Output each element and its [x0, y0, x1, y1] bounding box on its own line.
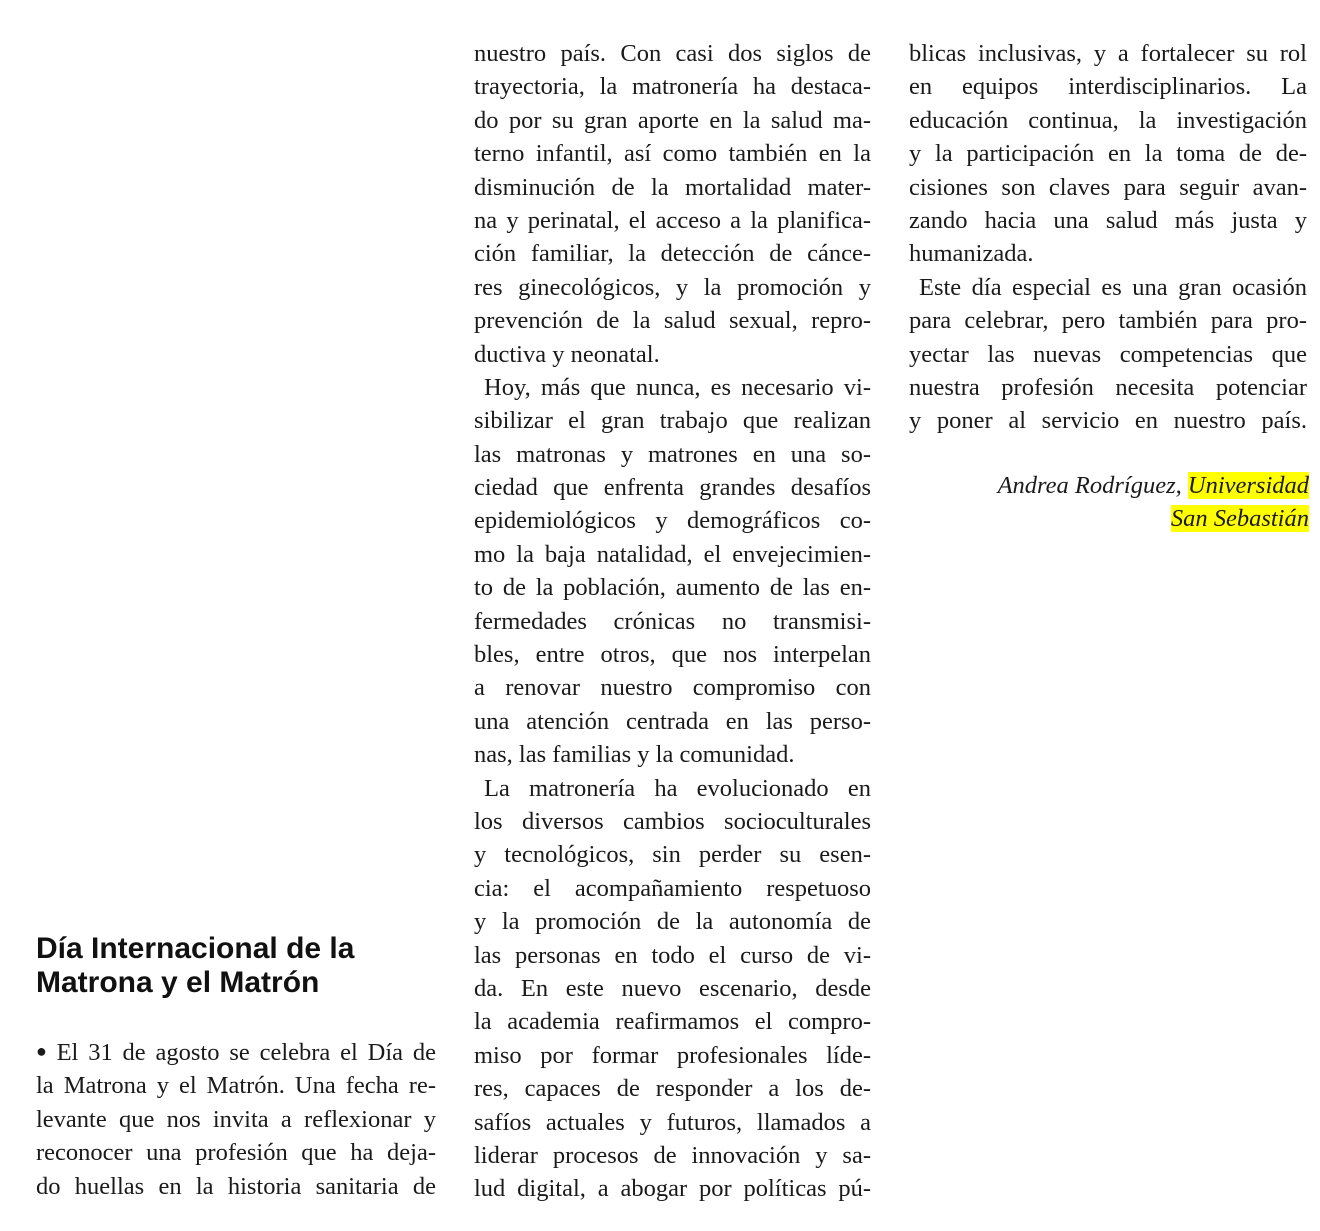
body-line: terno infantil, así como también en la	[474, 140, 871, 168]
body-line: cia: el acompañamiento respetuoso	[474, 874, 871, 902]
body-line: Este día especial es una gran ocasión	[919, 273, 1307, 301]
body-line: to de la población, aumento de las en-	[474, 574, 871, 602]
body-line: las personas en todo el curso de vi-	[474, 941, 871, 969]
lead-line-text: El 31 de agosto se celebra el Día de	[56, 1039, 436, 1066]
body-line: bles, entre otros, que nos interpelan	[474, 641, 871, 669]
body-line: para celebrar, pero también para pro-	[909, 307, 1307, 335]
body-line: prevención de la salud sexual, repro-	[474, 307, 871, 335]
lead-line	[36, 1036, 436, 1069]
author-name: Andrea Rodríguez,	[997, 472, 1182, 499]
body-line: disminución de la mortalidad mater-	[474, 173, 871, 201]
lead-line: do huellas en la historia sanitaria de	[36, 1172, 436, 1200]
body-line: a renovar nuestro compromiso con	[474, 674, 871, 702]
body-line: ductiva y neonatal.	[474, 340, 660, 368]
body-line: una atención centrada en las perso-	[474, 707, 871, 735]
middle-column	[474, 37, 871, 1206]
body-line: miso por formar profesionales líde-	[474, 1041, 871, 1069]
body-line: liderar procesos de innovación y sa-	[474, 1141, 871, 1169]
headline-line: Matrona y el Matrón	[36, 966, 320, 999]
right-column	[909, 37, 1307, 438]
box-lead-paragraph	[36, 1036, 436, 1203]
body-line: zando hacia una salud más justa y	[909, 206, 1307, 234]
body-line: nuestra profesión necesita potenciar	[909, 373, 1307, 401]
body-line: los diversos cambios socioculturales	[474, 807, 871, 835]
signature-line-1	[909, 469, 1309, 502]
body-line: nuestro país. Con casi dos siglos de	[474, 40, 871, 67]
body-line: humanizada.	[909, 240, 1034, 268]
body-line: safíos actuales y futuros, llamados a	[474, 1108, 871, 1136]
body-line: educación continua, la investigación	[909, 106, 1307, 134]
body-line: ciedad que enfrenta grandes desafíos	[474, 474, 871, 502]
headline-line: Día Internacional de la	[36, 932, 355, 965]
body-line: y la promoción de la autonomía de	[474, 908, 871, 936]
body-line: cisiones son claves para seguir avan-	[909, 173, 1307, 201]
body-line: ción familiar, la detección de cánce-	[474, 240, 871, 268]
body-line: yectar las nuevas competencias que	[909, 340, 1307, 368]
institution-highlight: Universidad	[1187, 472, 1309, 499]
body-line: trayectoria, la matronería ha destaca-	[474, 73, 871, 101]
body-line: res ginecológicos, y la promoción y	[474, 273, 871, 301]
body-line: na y perinatal, el acceso a la planifica-	[474, 206, 871, 234]
lead-line: levante que nos invita a reflexionar y	[36, 1105, 436, 1133]
body-line: da. En este nuevo escenario, desde	[474, 974, 871, 1002]
lead-line: la Matrona y el Matrón. Una fecha re-	[36, 1072, 436, 1100]
lead-line: reconocer una profesión que ha deja-	[36, 1139, 436, 1167]
body-line: do por su gran aporte en la salud ma-	[474, 106, 871, 134]
body-line: mo la baja natalidad, el envejecimien-	[474, 540, 871, 568]
body-line: sibilizar el gran trabajo que realizan	[474, 407, 871, 435]
signature-line-2	[909, 502, 1309, 535]
body-line: lud digital, a abogar por políticas pú-	[474, 1175, 871, 1203]
body-line: nas, las familias y la comunidad.	[474, 741, 795, 769]
author-signature	[909, 469, 1309, 536]
box-headline	[36, 932, 436, 1000]
body-line: fermedades crónicas no transmisi-	[474, 607, 871, 635]
body-line: blicas inclusivas, y a fortalecer su rol	[909, 40, 1307, 67]
body-line: Hoy, más que nunca, es necesario vi-	[484, 373, 871, 401]
body-line: la academia reafirmamos el compro-	[474, 1008, 871, 1036]
left-column	[36, 0, 436, 1231]
body-line: res, capaces de responder a los de-	[474, 1075, 871, 1103]
bullet-icon: ●	[36, 1041, 51, 1061]
body-line: las matronas y matrones en una so-	[474, 440, 871, 468]
body-line: y poner al servicio en nuestro país.	[909, 407, 1307, 435]
institution-highlight: San Sebastián	[1170, 505, 1309, 533]
body-line: epidemiológicos y demográficos co-	[474, 507, 871, 535]
body-line: y la participación en la toma de de-	[909, 140, 1307, 168]
body-line: La matronería ha evolucionado en	[484, 774, 871, 802]
body-line: y tecnológicos, sin perder su esen-	[474, 841, 871, 869]
body-line: en equipos interdisciplinarios. La	[909, 73, 1307, 101]
